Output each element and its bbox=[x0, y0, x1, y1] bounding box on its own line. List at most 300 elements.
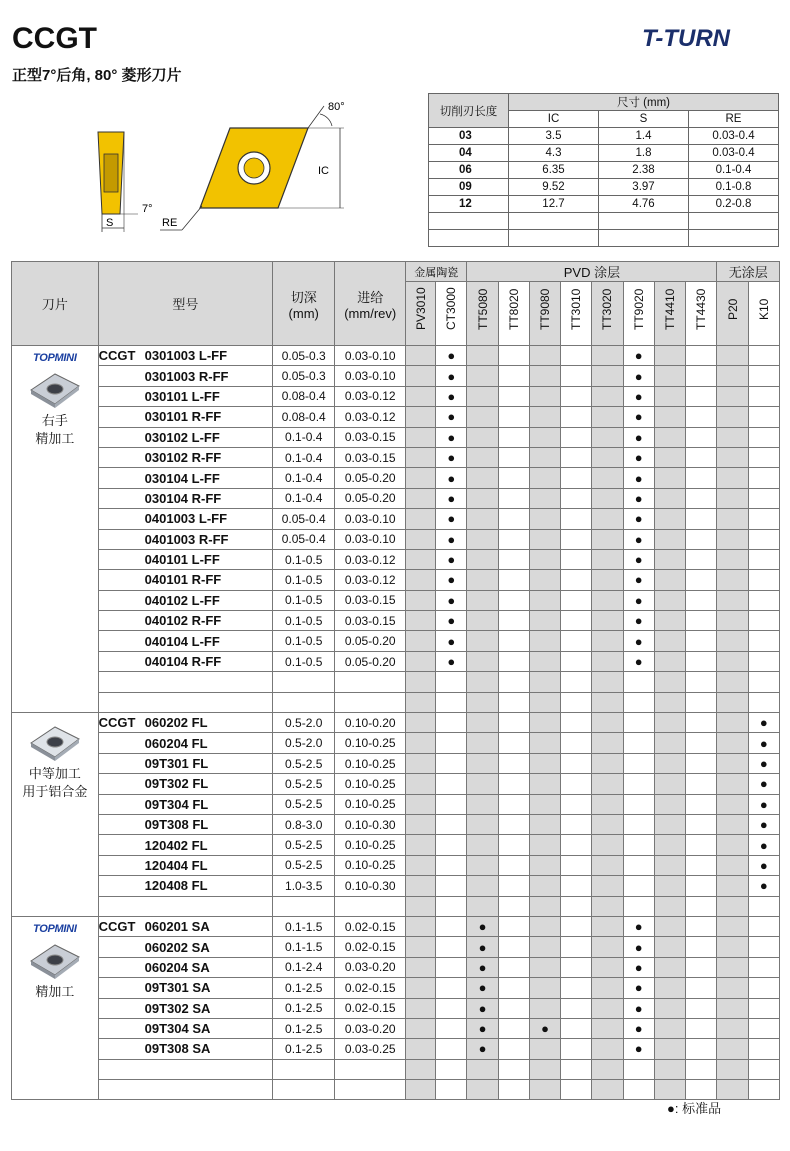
grade-mark-cell bbox=[498, 447, 529, 467]
grade-mark-cell bbox=[686, 529, 717, 549]
standard-mark: ● bbox=[447, 654, 456, 670]
table-row bbox=[12, 814, 780, 834]
grade-mark-cell bbox=[592, 855, 623, 875]
grade-mark-cell bbox=[529, 713, 560, 733]
grade-mark-cell bbox=[686, 549, 717, 569]
dim-empty-cell bbox=[509, 213, 599, 230]
grade-mark-cell bbox=[654, 1059, 685, 1079]
grade-mark-cell bbox=[405, 896, 435, 916]
model-cell bbox=[98, 855, 272, 875]
dim-re: 0.1-0.4 bbox=[689, 162, 779, 179]
feed-cell bbox=[335, 1080, 406, 1100]
grade-mark-cell bbox=[654, 753, 685, 773]
model-cell bbox=[98, 590, 272, 610]
dim-empty-cell bbox=[429, 213, 509, 230]
grade-mark-cell bbox=[748, 876, 779, 896]
feed-cell: 0.02-0.15 bbox=[335, 937, 406, 957]
grade-mark-cell bbox=[623, 916, 654, 936]
feed-cell: 0.10-0.25 bbox=[335, 855, 406, 875]
grade-mark-cell bbox=[686, 835, 717, 855]
grade-mark-cell bbox=[686, 814, 717, 834]
dim-empty-cell bbox=[599, 230, 689, 247]
header-feed-label: 进给 bbox=[357, 289, 384, 305]
grade-mark-cell bbox=[467, 1080, 498, 1100]
standard-mark: ● bbox=[447, 388, 456, 404]
grade-mark-cell bbox=[529, 733, 560, 753]
grade-mark-cell bbox=[561, 549, 592, 569]
feed-cell: 0.02-0.15 bbox=[335, 998, 406, 1018]
dim-empty-cell bbox=[599, 213, 689, 230]
grade-mark-cell bbox=[654, 488, 685, 508]
standard-mark: ● bbox=[759, 878, 768, 894]
grade-mark-cell bbox=[467, 1018, 498, 1038]
table-row bbox=[12, 447, 780, 467]
grade-header bbox=[686, 282, 717, 346]
grade-mark-cell bbox=[529, 407, 560, 427]
grade-mark-cell bbox=[436, 876, 467, 896]
grade-mark-cell bbox=[686, 916, 717, 936]
table-row bbox=[12, 774, 780, 794]
grade-mark-cell bbox=[686, 692, 717, 712]
grade-mark-cell bbox=[592, 1039, 623, 1059]
grade-mark-cell bbox=[561, 1018, 592, 1038]
grade-mark-cell bbox=[592, 631, 623, 651]
grade-mark-cell bbox=[592, 753, 623, 773]
model-code: 040104 R-FF bbox=[144, 654, 222, 670]
grade-mark-cell bbox=[623, 998, 654, 1018]
grade-mark-cell bbox=[467, 1059, 498, 1079]
model-cell bbox=[98, 366, 272, 386]
grade-name: TT9020 bbox=[631, 288, 646, 330]
grade-mark-cell bbox=[498, 814, 529, 834]
grade-mark-cell bbox=[686, 509, 717, 529]
grade-mark-cell bbox=[405, 753, 435, 773]
grade-mark-cell bbox=[467, 937, 498, 957]
grade-mark-cell bbox=[529, 937, 560, 957]
grade-mark-cell bbox=[529, 366, 560, 386]
grade-mark-cell bbox=[654, 549, 685, 569]
model-cell bbox=[98, 447, 272, 467]
depth-cell: 0.5-2.5 bbox=[272, 753, 334, 773]
grade-mark-cell bbox=[717, 611, 748, 631]
grade-mark-cell bbox=[717, 509, 748, 529]
table-row bbox=[12, 692, 780, 712]
depth-cell bbox=[272, 1059, 334, 1079]
grade-mark-cell bbox=[748, 835, 779, 855]
grade-mark-cell bbox=[592, 794, 623, 814]
grade-mark-cell bbox=[498, 692, 529, 712]
model-cell bbox=[98, 1059, 272, 1079]
grade-mark-cell bbox=[561, 529, 592, 549]
grade-mark-cell bbox=[529, 672, 560, 692]
grade-header bbox=[654, 282, 685, 346]
grade-mark-cell bbox=[592, 651, 623, 671]
grade-mark-cell bbox=[748, 978, 779, 998]
grade-mark-cell bbox=[748, 855, 779, 875]
grade-mark-cell bbox=[592, 529, 623, 549]
standard-mark: ● bbox=[634, 511, 643, 527]
grade-mark-cell bbox=[654, 937, 685, 957]
dim-row-empty bbox=[429, 230, 779, 247]
footnote: ●: 标准品 bbox=[667, 1101, 722, 1116]
model-cell bbox=[98, 876, 272, 896]
grade-mark-cell bbox=[623, 590, 654, 610]
grade-mark-cell bbox=[436, 447, 467, 467]
model-code: 030104 L-FF bbox=[144, 470, 220, 486]
grade-mark-cell bbox=[529, 692, 560, 712]
header-depth-unit: (mm) bbox=[288, 305, 319, 321]
feed-cell: 0.03-0.10 bbox=[335, 509, 406, 529]
model-code: 030102 L-FF bbox=[144, 429, 220, 445]
grade-mark-cell bbox=[561, 346, 592, 366]
grade-mark-cell bbox=[717, 794, 748, 814]
grade-mark-cell bbox=[405, 998, 435, 1018]
grade-mark-cell bbox=[592, 1018, 623, 1038]
model-code: 120408 FL bbox=[144, 878, 208, 894]
standard-mark: ● bbox=[447, 429, 456, 445]
grade-mark-cell bbox=[592, 896, 623, 916]
grade-mark-cell bbox=[717, 998, 748, 1018]
grade-mark-cell bbox=[686, 427, 717, 447]
dim-row-empty bbox=[429, 213, 779, 230]
dim-s: 1.8 bbox=[599, 145, 689, 162]
model-cell bbox=[98, 1039, 272, 1059]
grade-mark-cell bbox=[498, 835, 529, 855]
grade-mark-cell bbox=[467, 835, 498, 855]
model-code: 09T301 FL bbox=[144, 756, 209, 771]
grade-mark-cell bbox=[436, 753, 467, 773]
grade-mark-cell bbox=[498, 733, 529, 753]
model-code: 060204 SA bbox=[144, 959, 210, 975]
grade-mark-cell bbox=[405, 672, 435, 692]
grade-mark-cell bbox=[498, 407, 529, 427]
grade-mark-cell bbox=[623, 692, 654, 712]
grade-mark-cell bbox=[592, 835, 623, 855]
model-cell bbox=[98, 549, 272, 569]
depth-cell: 0.05-0.4 bbox=[272, 529, 334, 549]
grade-mark-cell bbox=[498, 937, 529, 957]
tool-label: 右手 bbox=[41, 413, 68, 428]
grade-mark-cell bbox=[686, 713, 717, 733]
angle-label: 80° bbox=[328, 101, 345, 113]
grade-mark-cell bbox=[748, 509, 779, 529]
grade-mark-cell bbox=[561, 590, 592, 610]
model-cell bbox=[98, 672, 272, 692]
grade-mark-cell bbox=[623, 937, 654, 957]
standard-mark: ● bbox=[759, 776, 768, 792]
standard-mark: ● bbox=[634, 490, 643, 506]
grade-mark-cell bbox=[436, 590, 467, 610]
feed-cell: 0.03-0.10 bbox=[335, 366, 406, 386]
grade-mark-cell bbox=[467, 774, 498, 794]
grade-mark-cell bbox=[498, 611, 529, 631]
grade-mark-cell bbox=[717, 916, 748, 936]
depth-cell: 0.08-0.4 bbox=[272, 407, 334, 427]
standard-mark: ● bbox=[447, 552, 456, 568]
grade-mark-cell bbox=[592, 672, 623, 692]
grade-mark-cell bbox=[529, 590, 560, 610]
table-row bbox=[12, 855, 780, 875]
tool-label: 精加工 bbox=[35, 983, 75, 999]
grade-mark-cell bbox=[686, 957, 717, 977]
grade-mark-cell bbox=[717, 733, 748, 753]
table-row bbox=[12, 611, 780, 631]
grade-mark-cell bbox=[717, 672, 748, 692]
grade-name: TT5080 bbox=[475, 288, 490, 330]
grade-mark-cell bbox=[498, 672, 529, 692]
grade-mark-cell bbox=[686, 774, 717, 794]
grade-header bbox=[498, 282, 529, 346]
standard-mark: ● bbox=[634, 388, 643, 404]
dim-code: 09 bbox=[429, 179, 509, 196]
tool-cell bbox=[12, 916, 99, 1100]
grade-mark-cell bbox=[748, 407, 779, 427]
grade-mark-cell bbox=[592, 366, 623, 386]
feed-cell: 0.03-0.20 bbox=[335, 957, 406, 977]
grade-mark-cell bbox=[592, 692, 623, 712]
feed-cell: 0.03-0.12 bbox=[335, 386, 406, 406]
standard-mark: ● bbox=[634, 1000, 643, 1016]
grade-mark-cell bbox=[436, 346, 467, 366]
grade-mark-cell bbox=[529, 753, 560, 773]
grade-mark-cell bbox=[654, 978, 685, 998]
grade-mark-cell bbox=[623, 346, 654, 366]
feed-cell: 0.10-0.30 bbox=[335, 814, 406, 834]
grade-mark-cell bbox=[748, 733, 779, 753]
grade-mark-cell bbox=[748, 570, 779, 590]
grade-mark-cell bbox=[436, 957, 467, 977]
standard-mark: ● bbox=[447, 368, 456, 384]
model-cell bbox=[98, 794, 272, 814]
standard-mark: ● bbox=[634, 613, 643, 629]
grade-mark-cell bbox=[717, 713, 748, 733]
depth-cell: 0.1-0.4 bbox=[272, 447, 334, 467]
model-cell bbox=[98, 957, 272, 977]
model-code: 040101 L-FF bbox=[144, 552, 220, 568]
table-row bbox=[12, 733, 780, 753]
logo-spacer bbox=[12, 713, 98, 717]
feed-cell: 0.10-0.25 bbox=[335, 774, 406, 794]
page-subtitle: 正型7°后角, 80° 菱形刀片 bbox=[12, 67, 182, 84]
grade-mark-cell bbox=[529, 468, 560, 488]
grade-mark-cell bbox=[405, 366, 435, 386]
model-code: 09T301 SA bbox=[144, 980, 211, 996]
dim-re: 0.03-0.4 bbox=[689, 145, 779, 162]
grade-mark-cell bbox=[561, 386, 592, 406]
depth-cell: 0.1-2.5 bbox=[272, 1039, 334, 1059]
grade-mark-cell bbox=[592, 733, 623, 753]
feed-cell: 0.05-0.20 bbox=[335, 631, 406, 651]
grade-mark-cell bbox=[717, 529, 748, 549]
table-row bbox=[12, 1039, 780, 1059]
grade-mark-cell bbox=[686, 570, 717, 590]
grade-mark-cell bbox=[529, 447, 560, 467]
standard-mark: ● bbox=[634, 959, 643, 975]
grade-mark-cell bbox=[561, 1039, 592, 1059]
grade-mark-cell bbox=[748, 366, 779, 386]
grade-mark-cell bbox=[467, 529, 498, 549]
dim-s: 2.38 bbox=[599, 162, 689, 179]
depth-cell: 0.1-2.5 bbox=[272, 1018, 334, 1038]
grade-mark-cell bbox=[654, 468, 685, 488]
grade-mark-cell bbox=[623, 774, 654, 794]
grade-mark-cell bbox=[467, 509, 498, 529]
grade-mark-cell bbox=[748, 346, 779, 366]
depth-cell: 0.05-0.3 bbox=[272, 346, 334, 366]
grade-mark-cell bbox=[529, 835, 560, 855]
grade-mark-cell bbox=[529, 611, 560, 631]
table-row bbox=[12, 713, 780, 733]
grade-mark-cell bbox=[654, 631, 685, 651]
table-row bbox=[12, 407, 780, 427]
feed-cell bbox=[335, 692, 406, 712]
grade-mark-cell bbox=[498, 1080, 529, 1100]
standard-mark: ● bbox=[634, 368, 643, 384]
standard-mark: ● bbox=[447, 348, 456, 364]
dim-code: 04 bbox=[429, 145, 509, 162]
grade-mark-cell bbox=[561, 427, 592, 447]
grade-mark-cell bbox=[498, 855, 529, 875]
grade-mark-cell bbox=[686, 386, 717, 406]
topmini-logo: TOPMINI bbox=[33, 922, 77, 935]
model-cell bbox=[98, 916, 272, 936]
table-row bbox=[12, 835, 780, 855]
table-row bbox=[12, 896, 780, 916]
feed-cell: 0.03-0.15 bbox=[335, 427, 406, 447]
depth-cell bbox=[272, 896, 334, 916]
model-code: 060204 FL bbox=[144, 735, 208, 751]
model-code: 060202 FL bbox=[144, 715, 208, 731]
standard-mark: ● bbox=[634, 572, 643, 588]
model-code: 060202 SA bbox=[144, 939, 210, 955]
grade-mark-cell bbox=[561, 672, 592, 692]
grade-mark-cell bbox=[654, 1039, 685, 1059]
tool-cell bbox=[12, 346, 99, 713]
depth-cell: 0.08-0.4 bbox=[272, 386, 334, 406]
standard-mark: ● bbox=[634, 552, 643, 568]
grade-mark-cell bbox=[467, 753, 498, 773]
grade-mark-cell bbox=[405, 814, 435, 834]
grade-mark-cell bbox=[405, 631, 435, 651]
grade-mark-cell bbox=[529, 814, 560, 834]
grade-mark-cell bbox=[654, 509, 685, 529]
model-cell bbox=[98, 733, 272, 753]
grade-mark-cell bbox=[467, 549, 498, 569]
dim-row bbox=[429, 179, 779, 196]
grade-name: TT3010 bbox=[569, 288, 584, 330]
grade-mark-cell bbox=[498, 1039, 529, 1059]
grade-mark-cell bbox=[717, 427, 748, 447]
grade-mark-cell bbox=[748, 1018, 779, 1038]
grade-mark-cell bbox=[686, 794, 717, 814]
header-model: 型号 bbox=[98, 262, 272, 346]
grade-mark-cell bbox=[748, 957, 779, 977]
tool-cell bbox=[12, 713, 99, 917]
grade-mark-cell bbox=[717, 957, 748, 977]
table-row bbox=[12, 631, 780, 651]
grade-mark-cell bbox=[717, 876, 748, 896]
grade-mark-cell bbox=[561, 835, 592, 855]
grade-mark-cell bbox=[436, 672, 467, 692]
grade-mark-cell bbox=[467, 611, 498, 631]
grade-mark-cell bbox=[498, 753, 529, 773]
grade-mark-cell bbox=[623, 814, 654, 834]
grade-mark-cell bbox=[436, 733, 467, 753]
grade-mark-cell bbox=[561, 814, 592, 834]
grade-mark-cell bbox=[467, 814, 498, 834]
grade-mark-cell bbox=[561, 611, 592, 631]
dim-row bbox=[429, 145, 779, 162]
grade-mark-cell bbox=[717, 855, 748, 875]
col-ic: IC bbox=[509, 111, 599, 128]
grade-mark-cell bbox=[654, 957, 685, 977]
model-cell bbox=[98, 651, 272, 671]
grade-mark-cell bbox=[498, 509, 529, 529]
grade-mark-cell bbox=[436, 468, 467, 488]
header-cermet: 金属陶瓷 bbox=[405, 262, 466, 282]
grade-name: TT3020 bbox=[600, 288, 615, 330]
grade-mark-cell bbox=[623, 835, 654, 855]
dimension-table bbox=[428, 93, 779, 247]
grade-mark-cell bbox=[623, 631, 654, 651]
grade-mark-cell bbox=[623, 611, 654, 631]
model-prefix: CCGT bbox=[98, 715, 136, 731]
grade-mark-cell bbox=[436, 1080, 467, 1100]
grade-mark-cell bbox=[717, 896, 748, 916]
feed-cell: 0.03-0.12 bbox=[335, 570, 406, 590]
grade-mark-cell bbox=[623, 1059, 654, 1079]
grade-name: P20 bbox=[725, 298, 740, 320]
grade-mark-cell bbox=[623, 407, 654, 427]
model-cell bbox=[98, 529, 272, 549]
grade-mark-cell bbox=[561, 1080, 592, 1100]
grade-mark-cell bbox=[654, 896, 685, 916]
grade-mark-cell bbox=[561, 407, 592, 427]
grade-mark-cell bbox=[436, 916, 467, 936]
dim-row bbox=[429, 196, 779, 213]
grade-mark-cell bbox=[467, 998, 498, 1018]
grade-mark-cell bbox=[529, 978, 560, 998]
re-label: RE bbox=[162, 217, 178, 229]
depth-cell: 0.1-0.5 bbox=[272, 651, 334, 671]
grade-mark-cell bbox=[686, 488, 717, 508]
grade-mark-cell bbox=[436, 631, 467, 651]
grade-mark-cell bbox=[467, 407, 498, 427]
grade-mark-cell bbox=[748, 631, 779, 651]
grade-mark-cell bbox=[467, 1039, 498, 1059]
grade-mark-cell bbox=[717, 774, 748, 794]
dim-ic: 6.35 bbox=[509, 162, 599, 179]
depth-cell: 0.1-0.5 bbox=[272, 570, 334, 590]
grade-mark-cell bbox=[717, 549, 748, 569]
feed-cell: 0.03-0.15 bbox=[335, 611, 406, 631]
insert-image bbox=[27, 368, 83, 408]
grade-mark-cell bbox=[592, 611, 623, 631]
grade-mark-cell bbox=[748, 590, 779, 610]
grade-mark-cell bbox=[623, 509, 654, 529]
grade-mark-cell bbox=[498, 386, 529, 406]
grade-mark-cell bbox=[654, 794, 685, 814]
grade-mark-cell bbox=[467, 488, 498, 508]
grade-mark-cell bbox=[529, 1059, 560, 1079]
table-row bbox=[12, 366, 780, 386]
top-view bbox=[160, 101, 345, 230]
depth-cell: 0.5-2.0 bbox=[272, 713, 334, 733]
grade-mark-cell bbox=[623, 896, 654, 916]
grade-mark-cell bbox=[717, 835, 748, 855]
grade-mark-cell bbox=[405, 1059, 435, 1079]
grade-mark-cell bbox=[529, 488, 560, 508]
